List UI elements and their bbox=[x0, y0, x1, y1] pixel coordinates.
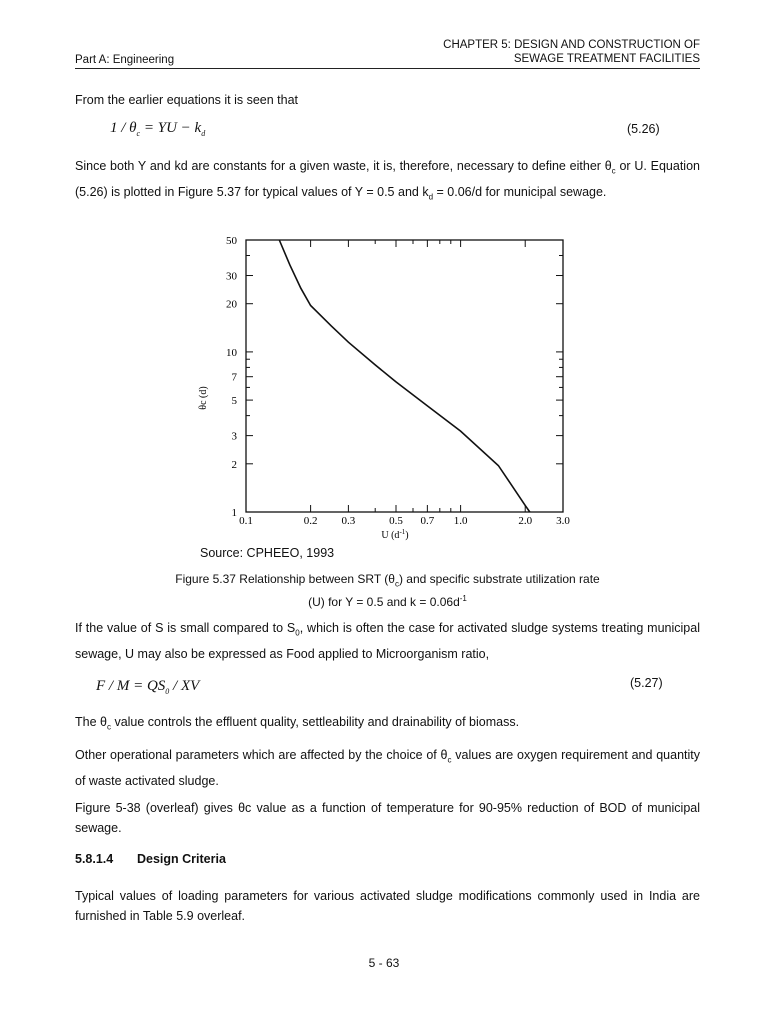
para-intro: From the earlier equations it is seen that bbox=[75, 93, 299, 107]
x-axis-label bbox=[381, 528, 408, 541]
eq526-rhs-sub: d bbox=[201, 129, 206, 138]
equation-5-27 bbox=[96, 678, 199, 696]
section-title: Design Criteria bbox=[137, 852, 226, 866]
eq527-sub: 0 bbox=[165, 687, 170, 696]
caption-l2-sup: -1 bbox=[459, 594, 467, 604]
para-constants bbox=[75, 156, 700, 207]
x-tick-label: 0.2 bbox=[303, 515, 318, 527]
x-axis-label-main: U (d bbox=[381, 530, 400, 541]
data-curve bbox=[279, 240, 530, 512]
caption-l2a: (U) for Y = 0.5 and k = 0.06d bbox=[308, 595, 460, 610]
para2-sub1: c bbox=[611, 166, 616, 176]
para-typical-values: Typical values of loading parameters for various activated sludge modifications commonly used in India are furnished in Table 5.9 overleaf. bbox=[75, 889, 700, 923]
y-tick-label: 20 bbox=[226, 298, 237, 311]
y-tick-label: 3 bbox=[231, 430, 237, 443]
para2-part1: Since both Y and kd are constants for a given waste, it is, therefore, necessary to define either θ bbox=[75, 159, 612, 173]
x-tick-label: 1.0 bbox=[453, 515, 468, 527]
para3-sub1: 0 bbox=[295, 628, 300, 638]
eq526-lhs: 1 / θ bbox=[110, 120, 137, 136]
y-axis-label: θc (d) bbox=[198, 386, 209, 410]
equation-5-26 bbox=[110, 120, 205, 138]
para4-part1: The θ bbox=[75, 715, 107, 729]
caption-l1b: ) and specific substrate utilization rate bbox=[398, 572, 600, 586]
y-tick-label: 1 bbox=[231, 507, 237, 519]
para-operational-params bbox=[75, 745, 700, 791]
caption-l1-sub: c bbox=[394, 579, 399, 589]
para3-part1: If the value of S is small compared to S bbox=[75, 621, 296, 635]
caption-line2 bbox=[75, 591, 700, 610]
para2-part2: or U. Equation (5.26) is plotted in Figure 5.37 for typical values of Y = 0.5 and k bbox=[75, 159, 700, 199]
equation-5-27-number: (5.27) bbox=[630, 676, 663, 690]
x-axis-label-end: ) bbox=[405, 530, 409, 541]
y-tick-label: 2 bbox=[231, 458, 237, 471]
page-number: 5 - 63 bbox=[368, 956, 400, 970]
figure-source: Source: CPHEEO, 1993 bbox=[200, 546, 335, 560]
eq527-b: / XV bbox=[169, 678, 200, 694]
caption-l1a: Figure 5.37 Relationship between SRT (θ bbox=[175, 572, 395, 586]
x-tick-label: 3.0 bbox=[556, 515, 570, 527]
x-tick-label: 2.0 bbox=[518, 515, 533, 527]
para4-part2: value controls the effluent quality, settleability and drainability of biomass. bbox=[110, 715, 520, 729]
x-axis-label-sup: -1 bbox=[399, 528, 406, 536]
header-rule bbox=[75, 68, 700, 69]
y-tick-label: 30 bbox=[226, 270, 237, 283]
header-right-line1: CHAPTER 5: DESIGN AND CONSTRUCTION OF bbox=[443, 39, 700, 51]
para5-part1: Other operational parameters which are affected by the choice of θ bbox=[75, 748, 448, 762]
x-tick-label: 0.1 bbox=[239, 515, 253, 527]
para-theta-controls bbox=[75, 712, 700, 738]
para2-part3: = 0.06/d for municipal sewage. bbox=[433, 184, 607, 199]
para5-part2: values are oxygen requirement and quantity of waste activated sludge. bbox=[75, 748, 700, 788]
y-tick-label: 5 bbox=[231, 395, 237, 408]
para5-sub1: c bbox=[447, 755, 452, 765]
header-left: Part A: Engineering bbox=[75, 54, 175, 66]
para4-sub1: c bbox=[106, 722, 111, 732]
para3-part2: , which is often the case for activated sludge systems treating municipal sewage, U may also be expressed as Food applied to Microorganism ratio, bbox=[75, 621, 700, 661]
header-right-line2: SEWAGE TREATMENT FACILITIES bbox=[513, 53, 700, 65]
equation-5-26-number: (5.26) bbox=[627, 122, 660, 136]
figure-5-37-chart bbox=[190, 228, 600, 548]
caption-line1 bbox=[75, 572, 700, 591]
x-tick-label: 0.3 bbox=[341, 515, 356, 527]
y-tick-label: 10 bbox=[226, 346, 237, 359]
x-tick-label: 0.5 bbox=[389, 515, 403, 527]
y-tick-label: 50 bbox=[226, 235, 237, 247]
y-tick-label: 7 bbox=[231, 371, 237, 384]
para-figure-5-38: Figure 5-38 (overleaf) gives θc value as a function of temperature for 90-95% reduction of BOD of municipal sewage. bbox=[75, 801, 700, 835]
x-tick-label: 0.7 bbox=[420, 515, 435, 527]
header-right bbox=[443, 38, 700, 66]
eq527-a: F / M = QS bbox=[96, 678, 166, 694]
eq526-lhs-sub: c bbox=[136, 129, 141, 138]
para-f-m-ratio bbox=[75, 618, 700, 664]
para2-sub2: d bbox=[428, 192, 434, 201]
chart-frame bbox=[246, 240, 563, 512]
eq526-rhs: = YU − k bbox=[140, 120, 202, 136]
section-number: 5.8.1.4 bbox=[75, 852, 114, 866]
figure-caption bbox=[75, 572, 700, 610]
